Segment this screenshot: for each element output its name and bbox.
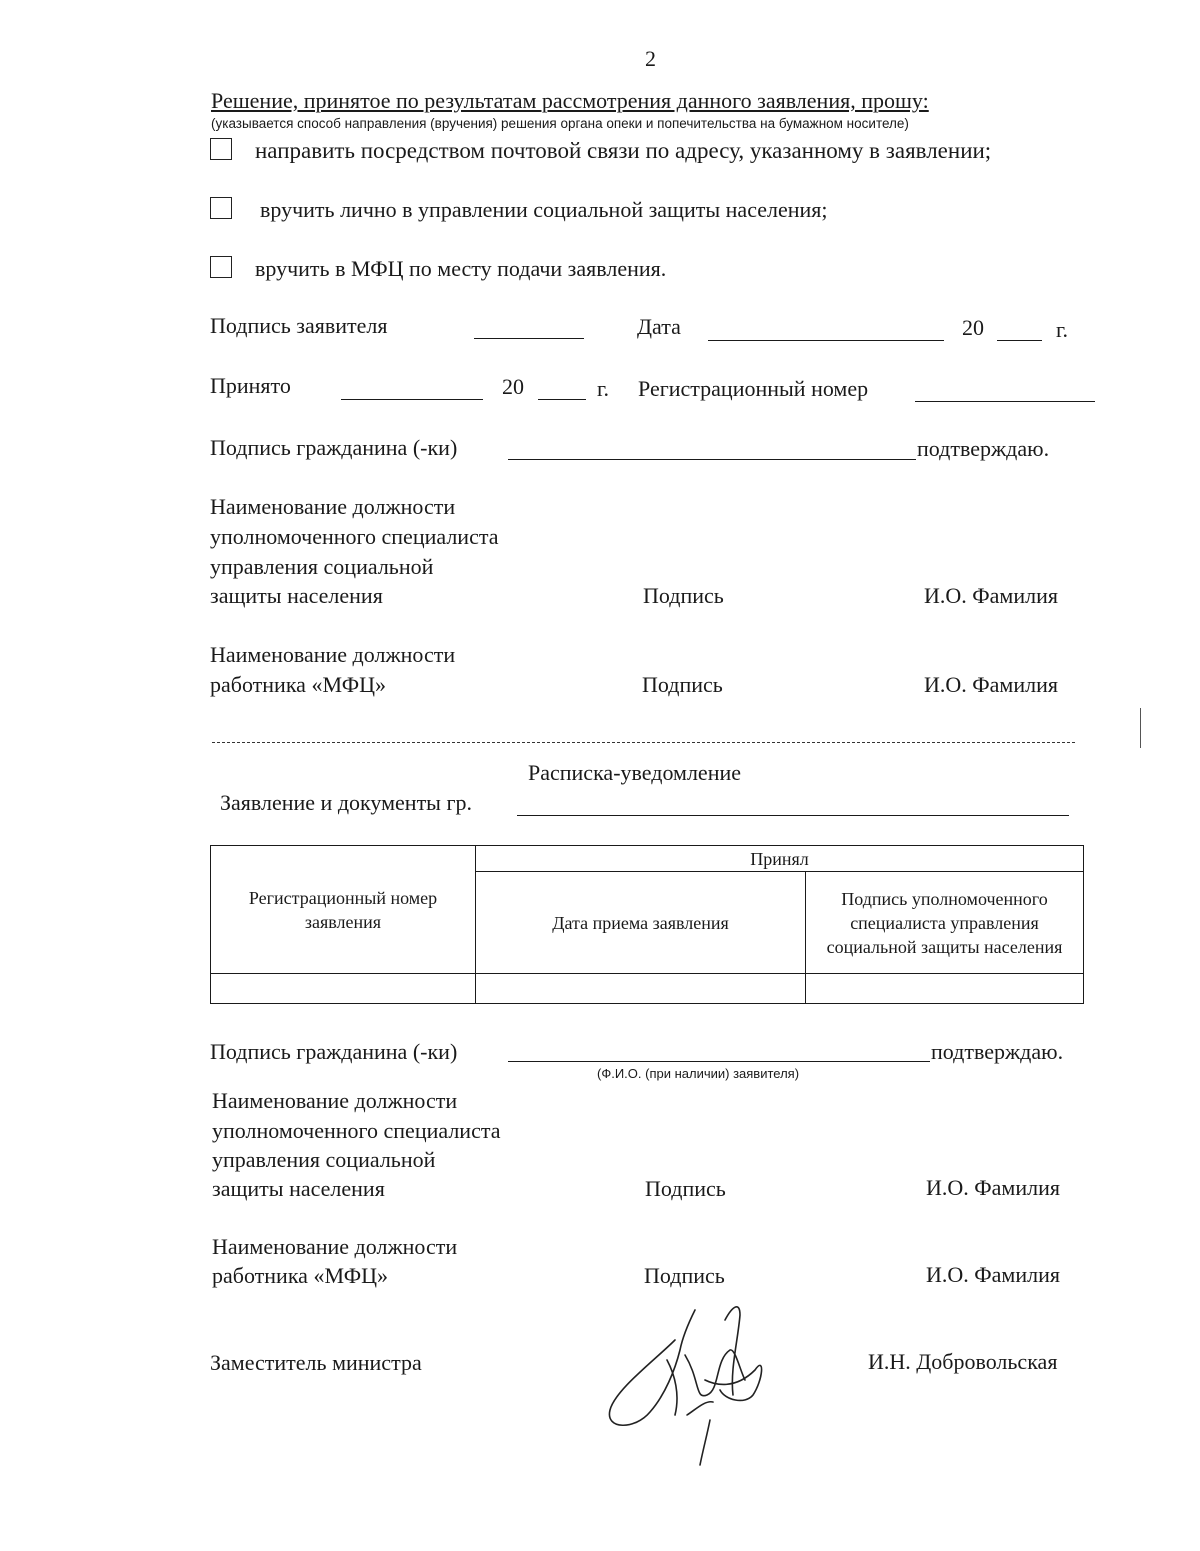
option-mfc-label: вручить в МФЦ по месту подачи заявления.	[255, 256, 667, 281]
official-spec-title-3-bottom: управления социальной	[212, 1147, 436, 1172]
reg-number-line[interactable]	[915, 401, 1095, 402]
applicant-signature-line[interactable]	[474, 338, 584, 339]
receipt-citizen-signature-label: Подпись гражданина (-ки)	[210, 1039, 458, 1064]
official-mfc-name: И.О. Фамилия	[924, 672, 1058, 697]
official-spec-title-2: уполномоченного специалиста	[210, 524, 499, 549]
reg-number-label: Регистрационный номер	[638, 376, 869, 401]
accepted-year-prefix: 20	[502, 374, 524, 399]
option-mfc-checkbox[interactable]	[210, 256, 232, 278]
official-spec-title-3: управления социальной	[210, 554, 434, 579]
official-spec-title-1: Наименование должности	[210, 494, 456, 519]
official-mfc-title-1-bottom: Наименование должности	[212, 1234, 458, 1259]
applicant-signature-label: Подпись заявителя	[210, 313, 388, 338]
scan-edge-mark	[1140, 708, 1141, 748]
official-spec-title-4-bottom: защиты населения	[212, 1176, 385, 1201]
official-spec-signature: Подпись	[643, 583, 724, 608]
accepted-date-line[interactable]	[341, 399, 483, 400]
official-spec-name-bottom: И.О. Фамилия	[926, 1175, 1060, 1200]
decision-heading: Решение, принятое по результатам рассмотрения данного заявления, прошу:	[211, 88, 929, 113]
page-number: 2	[645, 46, 656, 71]
official-mfc-title-1: Наименование должности	[210, 642, 456, 667]
date-year-line[interactable]	[997, 340, 1042, 341]
receipt-fio-hint: (Ф.И.О. (при наличии) заявителя)	[597, 1066, 800, 1081]
col-header-date: Дата приема заявления	[476, 872, 806, 974]
handwritten-signature	[595, 1300, 785, 1470]
receipt-title: Расписка-уведомление	[528, 760, 742, 785]
receipt-docs-line[interactable]	[517, 815, 1069, 816]
official-spec-title-2-bottom: уполномоченного специалиста	[212, 1118, 501, 1143]
receipt-docs-label: Заявление и документы гр.	[220, 790, 472, 815]
option-in-person-label: вручить лично в управлении социальной защиты населения;	[260, 197, 828, 222]
footer-name: И.Н. Добровольская	[868, 1349, 1058, 1374]
official-spec-signature-bottom: Подпись	[645, 1176, 726, 1201]
date-label: Дата	[637, 314, 681, 339]
citizen-signature-line[interactable]	[508, 459, 916, 460]
official-mfc-signature: Подпись	[642, 672, 723, 697]
official-spec-title-1-bottom: Наименование должности	[212, 1088, 458, 1113]
official-mfc-title-2-bottom: работника «МФЦ»	[212, 1263, 388, 1288]
option-mail-label: направить посредством почтовой связи по адресу, указанному в заявлении;	[255, 138, 992, 163]
col-header-reg-number: Регистрационный номер заявления	[211, 846, 476, 974]
citizen-signature-label: Подпись гражданина (-ки)	[210, 435, 458, 460]
option-in-person-checkbox[interactable]	[210, 197, 232, 219]
col-group-accepted: Принял	[476, 846, 1084, 872]
footer-position: Заместитель министра	[210, 1350, 422, 1375]
accepted-year-suffix: г.	[597, 376, 610, 401]
option-mail-checkbox[interactable]	[210, 138, 232, 160]
decision-note: (указывается способ направления (вручения) решения органа опеки и попечительства на бумажном носителе)	[211, 116, 909, 131]
date-year-suffix: г.	[1056, 317, 1069, 342]
date-year-prefix: 20	[962, 315, 984, 340]
accepted-year-line[interactable]	[538, 399, 586, 400]
receipt-citizen-signature-line[interactable]	[508, 1061, 930, 1062]
official-mfc-name-bottom: И.О. Фамилия	[926, 1262, 1060, 1287]
cell-date[interactable]	[476, 974, 806, 1004]
confirm-label: подтверждаю.	[917, 436, 1050, 461]
date-line[interactable]	[708, 340, 944, 341]
tear-off-line	[212, 742, 1075, 743]
accepted-label: Принято	[210, 373, 291, 398]
cell-signature[interactable]	[806, 974, 1084, 1004]
col-header-signature: Подпись уполномоченного специалиста управления социальной защиты населения	[806, 872, 1084, 974]
receipt-confirm-label: подтверждаю.	[931, 1039, 1064, 1064]
receipt-table	[210, 845, 1084, 1004]
official-spec-name: И.О. Фамилия	[924, 583, 1058, 608]
official-spec-title-4: защиты населения	[210, 583, 383, 608]
cell-reg-number[interactable]	[211, 974, 476, 1004]
official-mfc-signature-bottom: Подпись	[644, 1263, 725, 1288]
official-mfc-title-2: работника «МФЦ»	[210, 672, 386, 697]
